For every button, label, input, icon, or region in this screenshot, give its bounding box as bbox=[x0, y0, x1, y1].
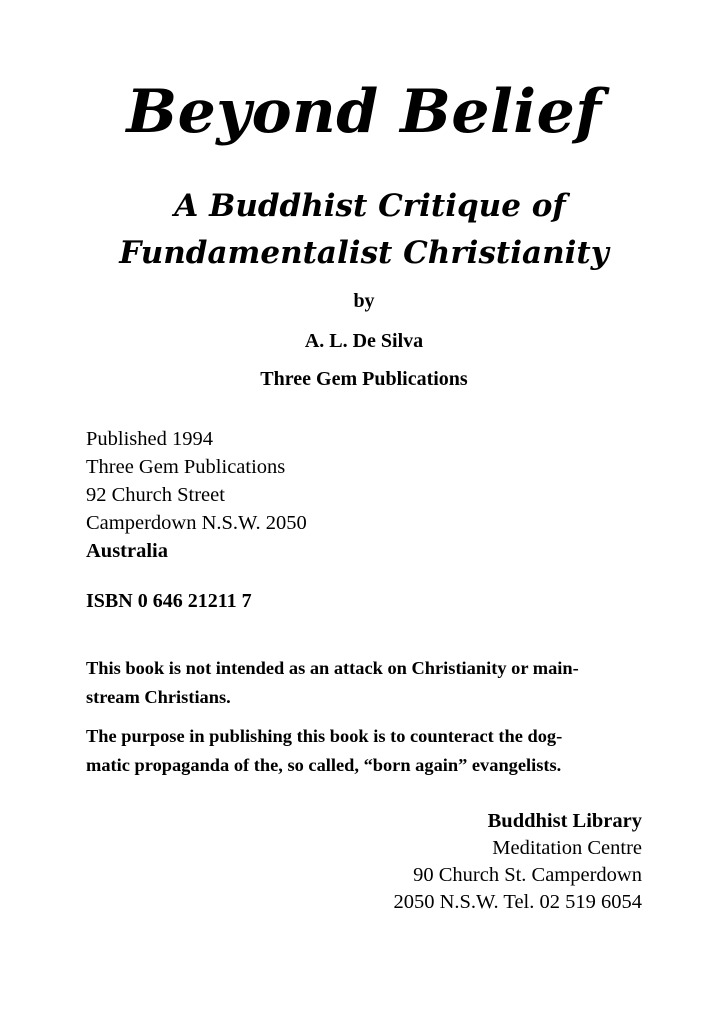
by-label: by bbox=[353, 290, 375, 312]
publication-publisher: Three Gem Publications bbox=[86, 456, 286, 478]
notice-paragraph-2-line-2: matic propaganda of the, so called, “born again” evangelists. bbox=[86, 755, 562, 775]
subtitle-line-1: A Buddhist Critique of bbox=[174, 188, 566, 224]
publisher-name: Three Gem Publications bbox=[260, 368, 468, 390]
publication-country: Australia bbox=[86, 540, 168, 562]
notice-paragraph-1 bbox=[86, 654, 646, 712]
notice-paragraph-2 bbox=[86, 722, 646, 780]
book-title: Beyond Belief bbox=[126, 77, 602, 147]
publication-city: Camperdown N.S.W. 2050 bbox=[86, 512, 307, 534]
subtitle-line-2: Fundamentalist Christianity bbox=[119, 235, 609, 271]
library-contact: 2050 N.S.W. Tel. 02 519 6054 bbox=[393, 891, 642, 913]
library-street: 90 Church St. Camperdown bbox=[413, 864, 642, 886]
library-address bbox=[393, 808, 642, 916]
published-year: Published 1994 bbox=[86, 428, 213, 450]
author-name: A. L. De Silva bbox=[304, 330, 424, 352]
notice-paragraph-2-line-1: The purpose in publishing this book is to counteract the dog- bbox=[86, 726, 563, 746]
publication-street: 92 Church Street bbox=[86, 484, 225, 506]
library-centre: Meditation Centre bbox=[492, 837, 642, 859]
notice-paragraph-1-line-2: stream Christians. bbox=[86, 687, 231, 707]
notice-paragraph-1-line-1: This book is not intended as an attack on Christianity or main- bbox=[86, 658, 579, 678]
isbn: ISBN 0 646 21211 7 bbox=[86, 590, 252, 612]
library-name: Buddhist Library bbox=[487, 810, 642, 832]
publication-details bbox=[86, 425, 307, 565]
